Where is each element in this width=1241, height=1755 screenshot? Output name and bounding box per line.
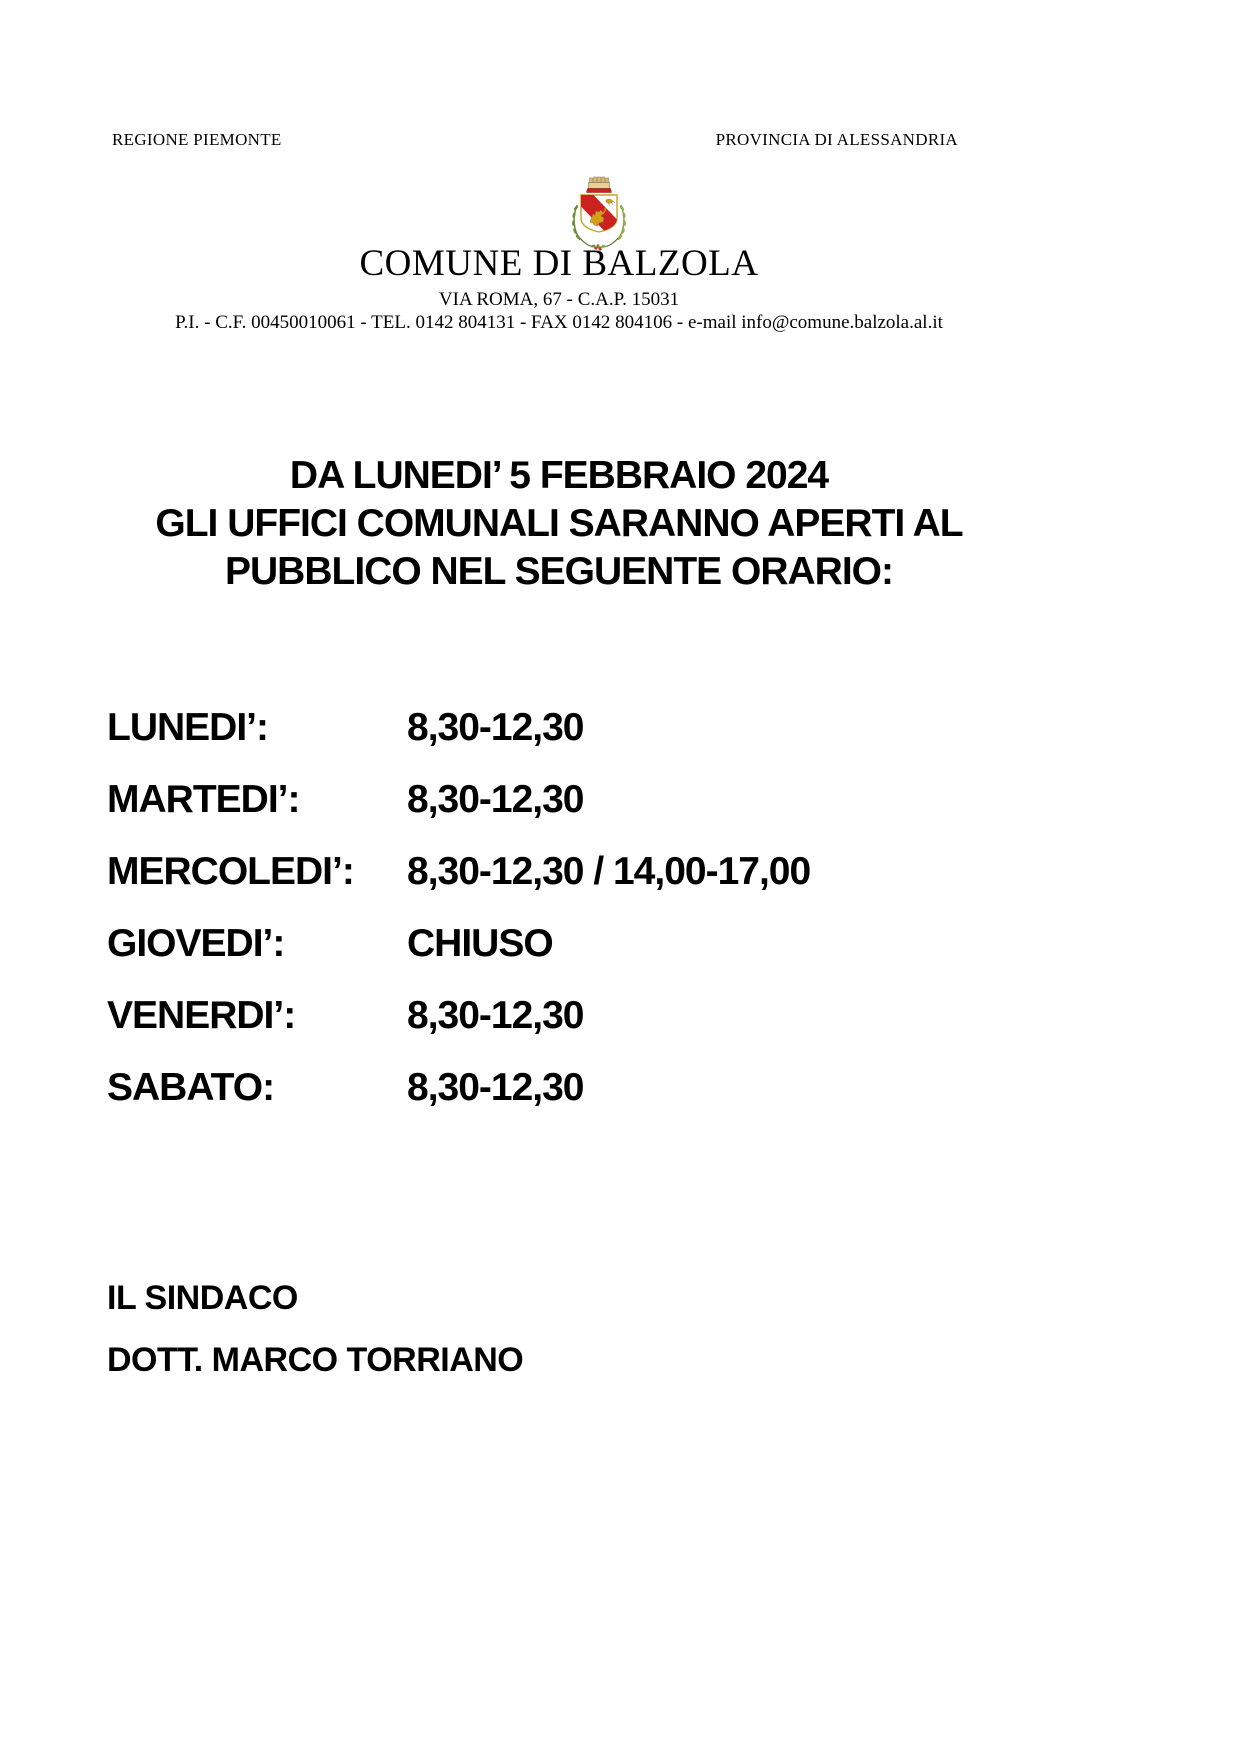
schedule-hours: 8,30-12,30	[407, 994, 584, 1037]
schedule-day: LUNEDI’:	[107, 706, 268, 749]
notice-title-line: PUBBLICO NEL SEGUENTE ORARIO:	[225, 550, 893, 593]
commune-name: COMUNE DI BALZOLA	[359, 243, 759, 284]
schedule-day: GIOVEDI’:	[107, 922, 285, 965]
schedule-row	[107, 706, 1011, 778]
crown-icon	[587, 177, 612, 193]
schedule-hours: 8,30-12,30 / 14,00-17,00	[407, 850, 811, 893]
schedule-row	[107, 778, 1011, 850]
schedule-hours: CHIUSO	[407, 922, 553, 965]
schedule-row	[107, 922, 1011, 994]
document-header-row	[112, 130, 958, 150]
schedule-table	[107, 706, 1011, 1138]
schedule-hours: 8,30-12,30	[407, 778, 584, 821]
schedule-row	[107, 850, 1011, 922]
shield-icon	[578, 191, 620, 235]
schedule-day: VENERDI’:	[107, 994, 296, 1037]
signature-block	[107, 1278, 523, 1380]
schedule-day: MERCOLEDI’:	[107, 850, 354, 893]
notice-title	[107, 452, 1011, 596]
signature-role: IL SINDACO	[107, 1279, 298, 1317]
schedule-hours: 8,30-12,30	[407, 1066, 584, 1109]
address-line: VIA ROMA, 67 - C.A.P. 15031	[438, 289, 680, 310]
notice-title-line: DA LUNEDI’ 5 FEBBRAIO 2024	[289, 454, 829, 497]
schedule-row	[107, 994, 1011, 1066]
schedule-row	[107, 1066, 1011, 1138]
signature-name: DOTT. MARCO TORRIANO	[107, 1341, 524, 1379]
notice-title-line: GLI UFFICI COMUNALI SARANNO APERTI AL	[155, 502, 963, 545]
schedule-day: SABATO:	[107, 1066, 275, 1109]
region-label: REGIONE PIEMONTE	[112, 130, 282, 149]
schedule-day: MARTEDI’:	[107, 778, 300, 821]
province-label: PROVINCIA DI ALESSANDRIA	[715, 130, 958, 149]
schedule-hours: 8,30-12,30	[407, 706, 584, 749]
contact-line: P.I. - C.F. 00450010061 - TEL. 0142 804131 - FAX 0142 804106 - e-mail info@comune.balzola.al.it	[175, 312, 943, 333]
